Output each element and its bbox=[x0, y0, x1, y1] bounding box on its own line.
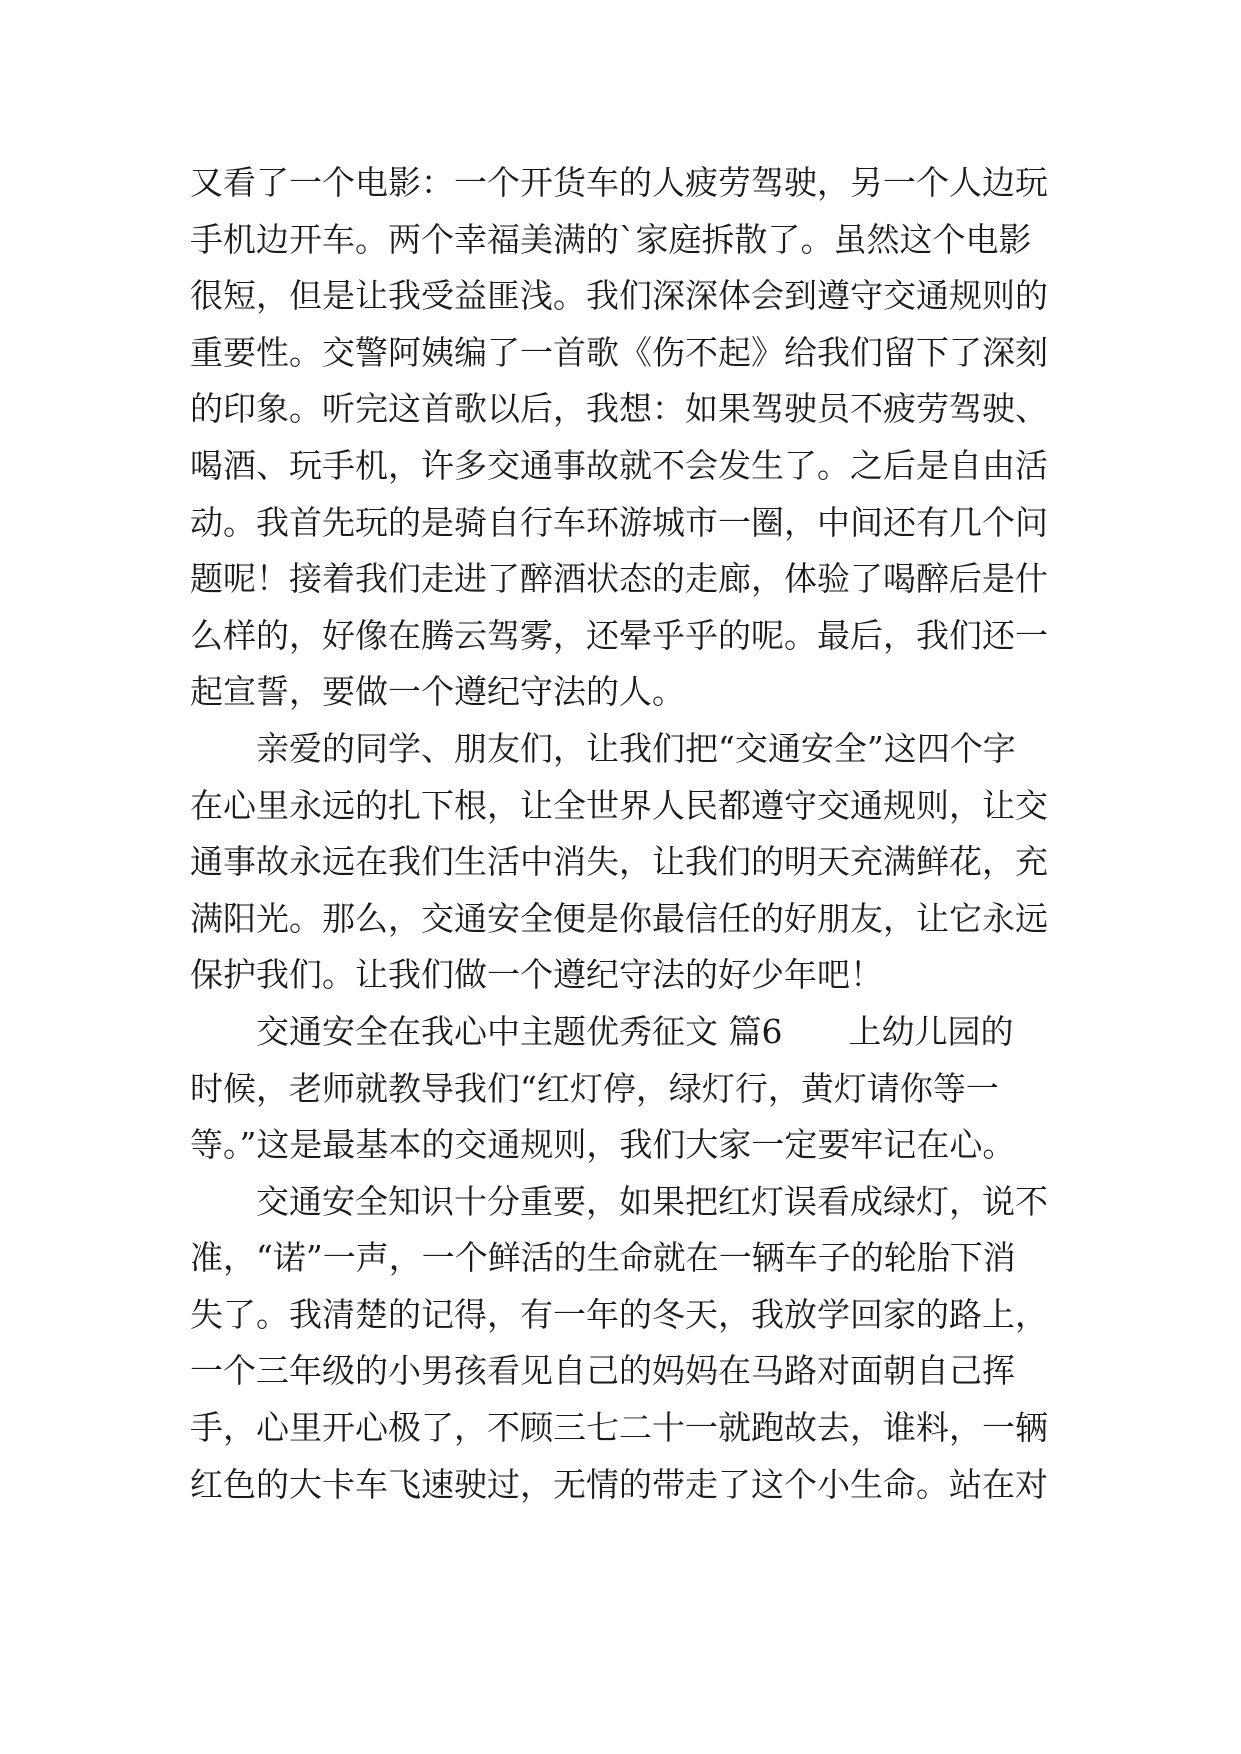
text-line: 题呢！接着我们走进了醉酒状态的走廊，体验了喝醉后是什 bbox=[190, 559, 1048, 599]
text-line: 很短，但是让我受益匪浅。我们深深体会到遵守交通规则的 bbox=[190, 276, 1048, 316]
text-line: 起宣誓，要做一个遵纪守法的人。 bbox=[190, 672, 685, 712]
text-line: 手机边开车。两个幸福美满的`家庭拆散了。虽然这个电影 bbox=[190, 219, 1032, 259]
text-line: 又看了一个电影：一个开货车的人疲劳驾驶，另一个人边玩 bbox=[190, 163, 1048, 202]
text-line: 在心里永远的扎下根，让全世界人民都遵守交通规则，让交 bbox=[190, 785, 1048, 825]
text-line: 红色的大卡车飞速驶过，无情的带走了这个小生命。站在对 bbox=[190, 1464, 1048, 1504]
text-line: 时候，老师就教导我们“红灯停，绿灯行，黄灯请你等一 bbox=[190, 1068, 999, 1108]
text-line: 的印象。听完这首歌以后，我想：如果驾驶员不疲劳驾驶、 bbox=[190, 389, 1048, 429]
text-line: 满阳光。那么，交通安全便是你最信任的好朋友，让它永远 bbox=[190, 898, 1048, 938]
text-line: 交通安全在我心中主题优秀征文 篇6 上幼儿园的 bbox=[190, 1011, 1014, 1051]
document-body bbox=[190, 155, 1050, 1513]
text-line: 喝酒、玩手机，许多交通事故就不会发生了。之后是自由活 bbox=[190, 445, 1048, 485]
text-line: 保护我们。让我们做一个遵纪守法的好少年吧！ bbox=[190, 955, 883, 995]
text-line: 重要性。交警阿姨编了一首歌《伤不起》给我们留下了深刻 bbox=[190, 332, 1048, 372]
text-line: 交通安全知识十分重要，如果把红灯误看成绿灯，说不 bbox=[190, 1181, 1048, 1221]
text-line: 么样的，好像在腾云驾雾，还晕乎乎的呢。最后，我们还一 bbox=[190, 615, 1048, 655]
text-line: 准，“诺”一声，一个鲜活的生命就在一辆车子的轮胎下消 bbox=[190, 1238, 1016, 1278]
text-line: 一个三年级的小男孩看见自己的妈妈在马路对面朝自己挥 bbox=[190, 1351, 1015, 1391]
text-line: 等。”这是最基本的交通规则，我们大家一定要牢记在心。 bbox=[190, 1125, 1016, 1165]
text-line: 失了。我清楚的记得，有一年的冬天，我放学回家的路上， bbox=[190, 1294, 1048, 1334]
text-line: 亲爱的同学、朋友们，让我们把“交通安全”这四个字 bbox=[190, 728, 1016, 768]
text-line: 手，心里开心极了，不顾三七二十一就跑故去，谁料，一辆 bbox=[190, 1408, 1048, 1448]
text-line: 动。我首先玩的是骑自行车环游城市一圈，中间还有几个问 bbox=[190, 502, 1048, 542]
text-line: 通事故永远在我们生活中消失，让我们的明天充满鲜花，充 bbox=[190, 842, 1048, 882]
